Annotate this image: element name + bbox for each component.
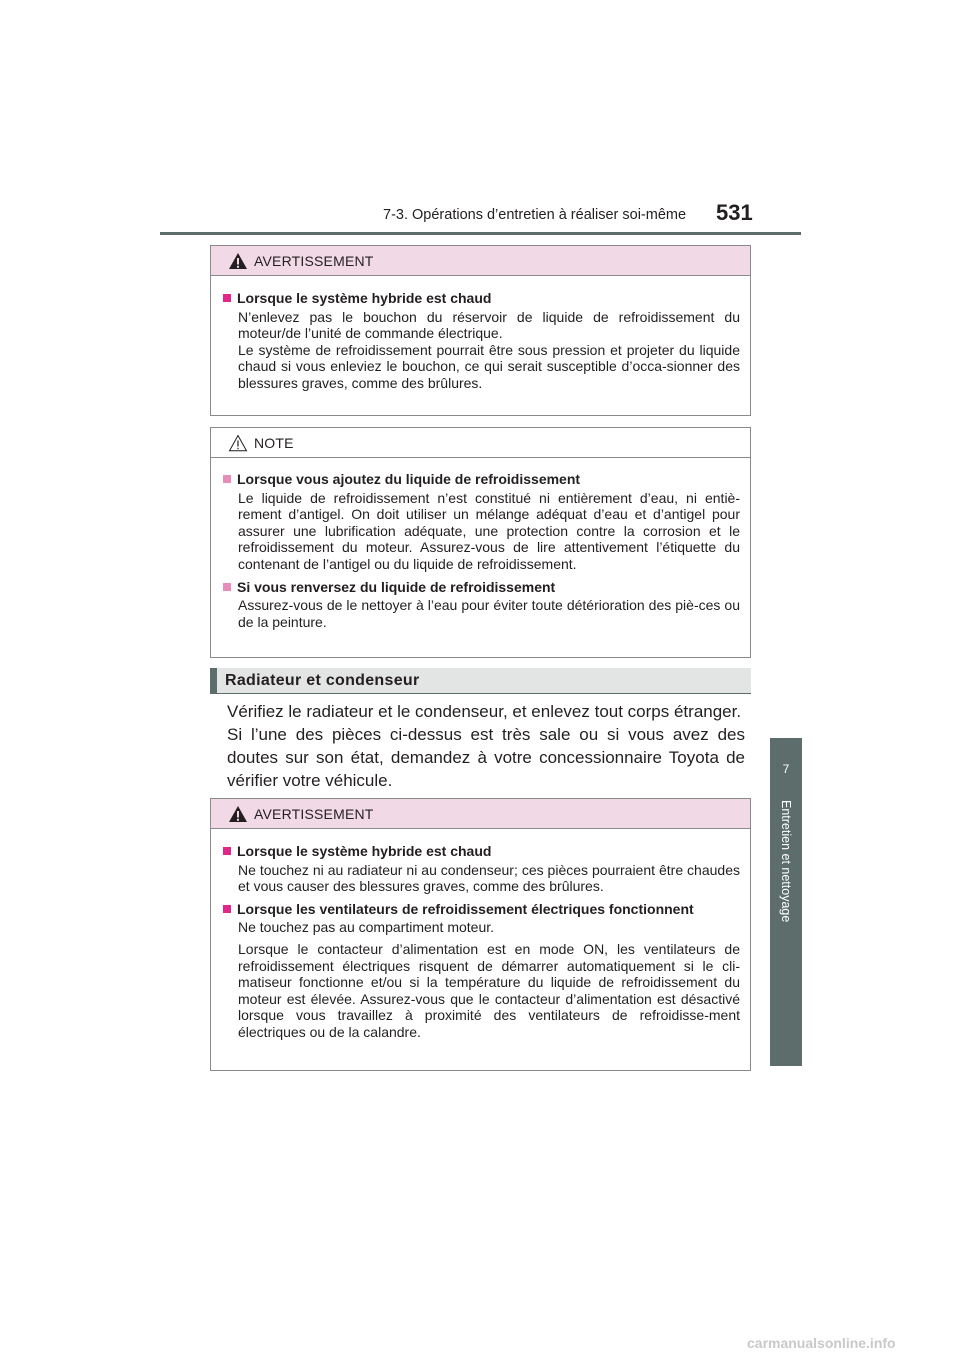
bullet-square-icon — [223, 847, 231, 855]
item-paragraph: Le liquide de refroidissement n’est constitué ni entièrement d’eau, ni entiè-rement d’antigel. On doit utiliser un mélange adéquat d’eau et d’antigel pour assurer une lubrification adéquate, une protection contre la corrosion et le refroidissement du moteur. Assurez-vous de lire attentivement l’étiquette du contenant de l’antigel ou du liquide de refroidissement. — [238, 489, 740, 572]
warning-box — [210, 245, 751, 416]
section-heading-text: Radiateur et condenseur — [225, 672, 420, 689]
warning-box-header — [211, 246, 750, 276]
item-paragraph: Assurez-vous de le nettoyer à l’eau pour éviter toute détérioration des piè-ces ou de la peinture. — [238, 597, 740, 630]
warning-label: AVERTISSEMENT — [254, 806, 374, 822]
warning-label: AVERTISSEMENT — [254, 253, 374, 269]
item-paragraph: Le système de refroidissement pourrait être sous pression et projeter du liquide chaud si vous enleviez le bouchon, ce qui serait susceptible d’occa-sionner des blessures graves, comme des brûlures. — [238, 341, 740, 391]
item-title: Lorsque les ventilateurs de refroidissement électriques fonctionnent — [237, 900, 694, 917]
warning-item — [223, 290, 740, 392]
section-title: 7-3. Opérations d’entretien à réaliser soi-même — [383, 207, 687, 223]
item-title: Lorsque le système hybride est chaud — [237, 843, 492, 859]
item-title: Lorsque le système hybride est chaud — [237, 290, 492, 306]
bullet-square-icon — [223, 294, 231, 302]
item-title: Lorsque vous ajoutez du liquide de refroidissement — [237, 471, 581, 487]
page-number: 531 — [716, 200, 753, 225]
warning-box — [210, 798, 751, 1071]
chapter-number: 7 — [782, 762, 790, 776]
note-item — [223, 471, 740, 573]
item-title: Si vous renversez du liquide de refroidissement — [237, 578, 556, 595]
note-box — [210, 427, 751, 658]
warning-box-header — [211, 799, 750, 829]
body-paragraph: Si l’une des pièces ci-dessus est très sale ou si vous avez des doutes sur son état, demandez à votre concessionnaire Toyota de vérifier votre véhicule. — [227, 725, 745, 790]
note-label: NOTE — [254, 435, 294, 451]
item-paragraph: Ne touchez ni au radiateur ni au condenseur; ces pièces pourraient être chaudes et vous causer des blessures graves, comme des brûlures. — [238, 861, 740, 895]
item-paragraph: Lorsque le contacteur d’alimentation est en mode ON, les ventilateurs de refroidissement électriques risquent de démarrer automatiquement si le cli-matiseur fonctionne et/ou si la température du liquide de refroidissement du moteur est élevée. Assurez-vous que le contacteur d’alimentation est désactivé lorsque vous travaillez à proximité des ventilateurs de refroidisse-ment électriques ou de la calandre. — [238, 940, 740, 1040]
bullet-square-icon — [223, 583, 231, 591]
warning-item — [223, 901, 740, 1041]
section-heading — [210, 668, 751, 694]
section-rule — [210, 693, 751, 694]
body-paragraph: Vérifiez le radiateur et le condenseur, et enlevez tout corps étranger. — [227, 702, 742, 721]
item-paragraph: N’enlevez pas le bouchon du réservoir de liquide de refroidissement du moteur/de l’unité de commande électrique. — [238, 308, 740, 342]
warning-triangle-icon — [228, 805, 248, 823]
warning-item — [223, 843, 740, 895]
note-box-header — [211, 428, 750, 458]
caution-triangle-icon — [228, 434, 248, 452]
note-item — [223, 579, 740, 631]
header-rule — [160, 232, 801, 235]
section-heading-bar — [210, 668, 217, 694]
chapter-side-tab — [770, 738, 802, 1066]
bullet-square-icon — [223, 905, 231, 913]
chapter-label: Entretien et nettoyage — [779, 800, 793, 923]
site-watermark: carmanualsonline.info — [747, 1335, 896, 1351]
warning-triangle-icon — [228, 252, 248, 270]
item-paragraph: Ne touchez pas au compartiment moteur. — [238, 919, 495, 936]
bullet-square-icon — [223, 475, 231, 483]
section-body — [227, 700, 745, 792]
